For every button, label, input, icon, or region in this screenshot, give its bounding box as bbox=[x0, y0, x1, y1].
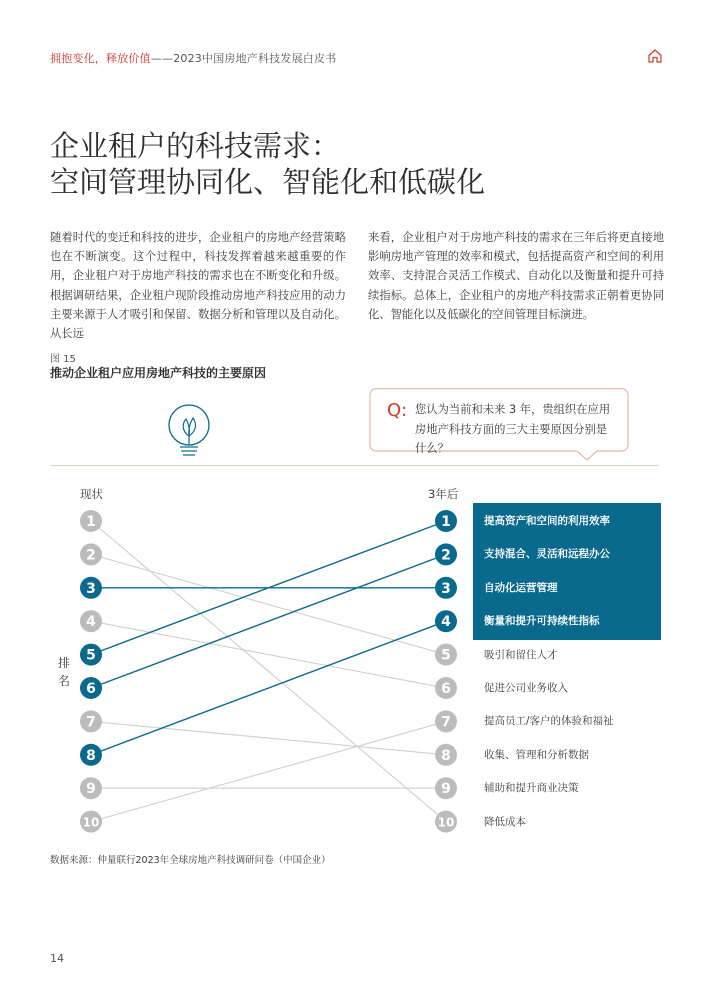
future-rank-number: 2 bbox=[441, 547, 451, 564]
future-rank-number: 3 bbox=[441, 580, 451, 597]
connector-line bbox=[91, 721, 446, 754]
future-rank-number: 10 bbox=[437, 815, 455, 830]
connector-line bbox=[91, 621, 446, 755]
page-title-line1: 企业租户的科技需求： bbox=[50, 129, 341, 163]
page-number: 14 bbox=[50, 952, 64, 965]
future-rank-number: 1 bbox=[441, 514, 451, 530]
connector-line bbox=[91, 554, 446, 654]
future-rank-number: 9 bbox=[441, 781, 451, 798]
current-rank-number: 4 bbox=[86, 614, 96, 631]
question-text: 您认为当前和未来 3 年，贵组织在应用房地产科技方面的三大主要原因分别是什么？ bbox=[415, 403, 611, 455]
current-rank-number: 2 bbox=[86, 547, 96, 564]
data-source-note: 数据来源：仲量联行2023年全球房地产科技调研问卷（中国企业） bbox=[50, 855, 331, 866]
current-rank-number: 3 bbox=[86, 580, 96, 597]
header-tag-grey: ——2023中国房地产科技发展白皮书 bbox=[150, 52, 337, 65]
current-rank-number: 8 bbox=[86, 747, 96, 764]
current-rank-number: 6 bbox=[86, 681, 96, 697]
future-rank-number: 5 bbox=[441, 647, 451, 664]
connector-line bbox=[91, 721, 446, 821]
right-column-heading: 3年后 bbox=[428, 487, 459, 501]
figure-label: 图 15 bbox=[50, 354, 76, 365]
reason-label: 提高员工/客户的体验和福祉 bbox=[484, 715, 614, 728]
body-text-right: 来看，企业租户对于房地产科技的需求在三年后将更直接地影响房地产管理的效率和模式，包括提高资产和空间的利用效率、支持混合灵活工作模式、自动化以及衡量和提升可持续指标。总体上，企业租户的房地产科技需求正朝着更协同化、智能化以及低碳化的空间管理目标演进。 bbox=[368, 231, 664, 321]
reason-label: 降低成本 bbox=[484, 815, 526, 828]
left-column-heading: 现状 bbox=[80, 487, 103, 501]
future-rank-number: 7 bbox=[441, 714, 451, 731]
current-rank-number: 5 bbox=[86, 647, 96, 664]
reason-label: 自动化运营管理 bbox=[484, 581, 558, 594]
page-title-line2: 空间管理协同化、智能化和低碳化 bbox=[50, 165, 486, 199]
connector-line bbox=[91, 621, 446, 688]
reason-label: 吸引和留住人才 bbox=[484, 648, 558, 661]
current-rank-number: 10 bbox=[82, 815, 100, 830]
connector-line bbox=[91, 554, 446, 688]
reason-label: 促进公司业务收入 bbox=[484, 682, 568, 694]
future-rank-number: 8 bbox=[441, 747, 451, 764]
connector-line bbox=[91, 521, 446, 822]
reason-label: 支持混合、灵活和远程办公 bbox=[484, 548, 610, 561]
future-rank-number: 6 bbox=[441, 681, 451, 697]
body-text-left: 随着时代的变迁和科技的进步，企业租户的房地产经营策略也在不断演变。这个过程中，科技发挥着越来越重要的作用，企业租户对于房地产科技的需求也在不断变化和升级。根据调研结果，企业租户现阶段推动房地产科技应用的动力主要来源于人才吸引和保留、数据分析和管理以及自动化。从长远 bbox=[50, 231, 346, 341]
reason-label: 衡量和提升可持续性指标 bbox=[484, 615, 600, 628]
future-rank-number: 4 bbox=[441, 614, 451, 631]
question-letter: Q: bbox=[387, 400, 408, 421]
rank-axis-label: 排名 bbox=[58, 656, 71, 688]
reason-label: 提高资产和空间的利用效率 bbox=[484, 515, 610, 527]
current-rank-number: 9 bbox=[86, 781, 96, 798]
header-tag-red: 拥抱变化，释放价值 bbox=[50, 52, 151, 65]
current-rank-number: 7 bbox=[86, 714, 96, 731]
figure-title: 推动企业租户应用房地产科技的主要原因 bbox=[50, 366, 267, 380]
reason-label: 辅助和提升商业决策 bbox=[484, 782, 579, 795]
reason-label: 收集、管理和分析数据 bbox=[484, 748, 589, 761]
current-rank-number: 1 bbox=[86, 514, 96, 530]
